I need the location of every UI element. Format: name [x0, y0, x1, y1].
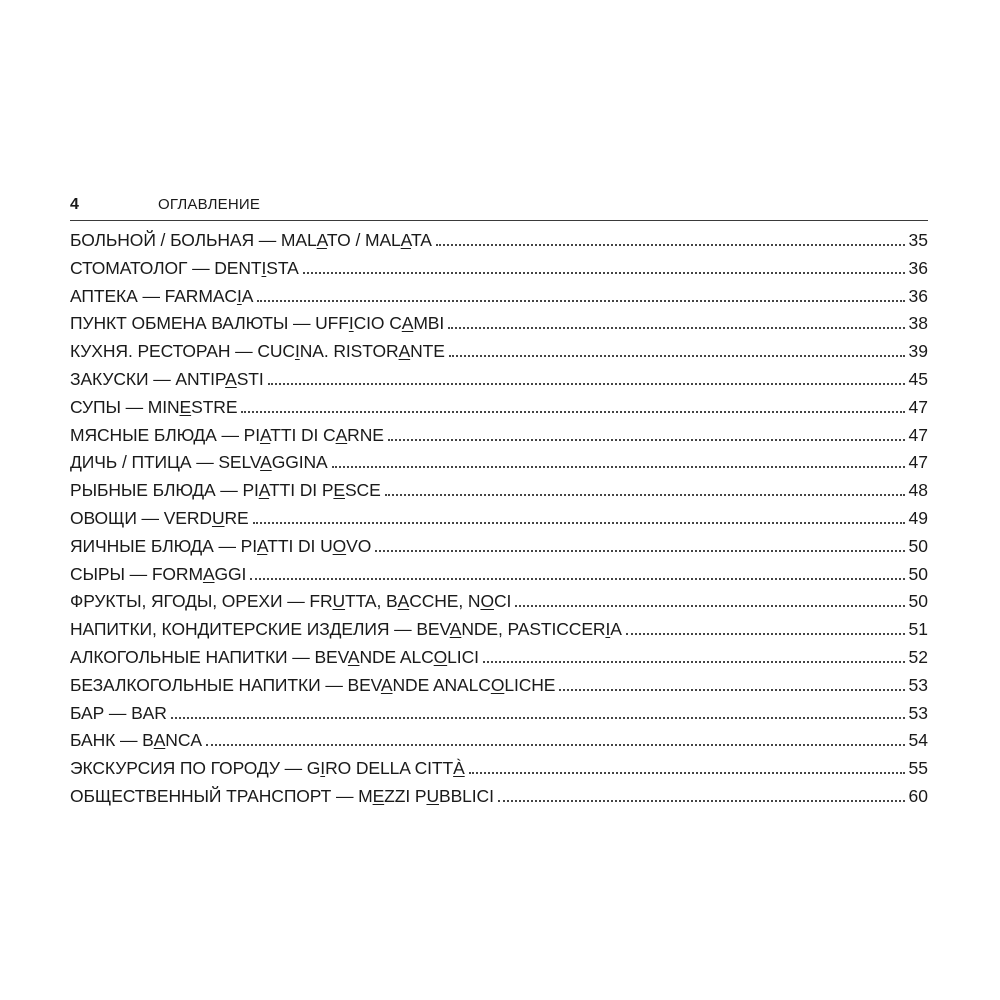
stress-mark: A [335, 424, 348, 445]
toc-entry [70, 536, 928, 564]
stress-mark: A [347, 646, 360, 667]
toc-entry-page: 36 [908, 257, 928, 278]
dot-leader [375, 550, 904, 552]
toc-entry-page: 35 [908, 230, 928, 250]
dot-leader [436, 244, 905, 246]
stress-mark: I [348, 313, 354, 334]
toc-entry-title: СТОМАТОЛОГ — DENTISTA [70, 257, 299, 278]
toc-entry-title: КУХНЯ. РЕСТОРАН — CUCINA. RISTORANTE [70, 341, 445, 362]
stress-mark: A [316, 230, 327, 250]
stress-mark: A [401, 313, 414, 334]
toc-entry [70, 313, 928, 341]
toc-entry [70, 730, 928, 758]
toc-entry-title: БЕЗАЛКОГОЛЬНЫЕ НАПИТКИ — BEVANDE ANALCOLICHE [70, 674, 556, 695]
toc-entry [70, 397, 928, 425]
book-page [70, 196, 928, 814]
dot-leader [449, 355, 905, 357]
stress-mark: A [258, 480, 270, 501]
stress-mark: A [259, 424, 271, 445]
toc-entry [70, 564, 928, 592]
dot-leader [241, 411, 904, 413]
stress-mark: U [332, 591, 346, 612]
dot-leader [483, 661, 905, 663]
toc-entry [70, 675, 928, 703]
toc-entry [70, 591, 928, 619]
toc-entry [70, 258, 928, 286]
toc-entry [70, 425, 928, 453]
dot-leader [498, 800, 905, 802]
dot-leader [385, 494, 905, 496]
toc-entry-page: 60 [908, 785, 928, 806]
dot-leader [257, 300, 904, 302]
page-number: 4 [70, 196, 79, 213]
toc-entry-page: 49 [908, 507, 928, 528]
stress-mark: A [398, 341, 411, 362]
toc-entry-title: БАР — BAR [70, 702, 167, 723]
dot-leader [388, 439, 905, 441]
toc-entry-page: 51 [908, 619, 928, 640]
toc-entry-title: ОБЩЕСТВЕННЫЙ ТРАНСПОРТ — MEZZI PUBBLICI [70, 785, 494, 806]
dot-leader [171, 717, 905, 719]
stress-mark: A [397, 591, 410, 612]
toc-entry [70, 230, 928, 258]
stress-mark: I [320, 758, 326, 779]
toc-entry-page: 53 [908, 674, 928, 695]
stress-mark: I [605, 619, 611, 640]
stress-mark: E [372, 785, 385, 806]
dot-leader [303, 272, 905, 274]
toc-entry-page: 38 [908, 313, 928, 334]
toc-entry-page: 47 [908, 452, 928, 473]
toc-entry-title: РЫБНЫЕ БЛЮДА — PIATTI DI PESCE [70, 480, 381, 501]
dot-leader [559, 689, 904, 691]
dot-leader [469, 772, 905, 774]
toc-entry-page: 47 [908, 396, 928, 417]
toc-entry-page: 55 [908, 758, 928, 779]
dot-leader [250, 578, 904, 580]
stress-mark: A [380, 674, 393, 695]
toc-entry [70, 369, 928, 397]
stress-mark: E [179, 396, 192, 417]
toc-entry-title: ЭКСКУРСИЯ ПО ГОРОДУ — GIRO DELLA CITTÀ [70, 758, 465, 779]
toc-entry [70, 619, 928, 647]
toc-entry-page: 53 [908, 702, 928, 723]
stress-mark: A [225, 368, 237, 389]
toc-entry [70, 647, 928, 675]
stress-mark: I [236, 285, 242, 306]
stress-mark: E [333, 480, 345, 501]
toc-entry [70, 452, 928, 480]
stress-mark: A [202, 563, 215, 584]
stress-mark: U [211, 507, 225, 528]
dot-leader [626, 633, 905, 635]
table-of-contents [70, 230, 928, 814]
toc-entry-page: 52 [908, 646, 928, 667]
stress-mark: À [453, 758, 465, 779]
toc-entry-title: СЫРЫ — FORMAGGI [70, 563, 247, 584]
toc-entry-title: АЛКОГОЛЬНЫЕ НАПИТКИ — BEVANDE ALCOLICI [70, 646, 479, 667]
stress-mark: A [260, 452, 272, 473]
toc-entry-title: МЯСНЫЕ БЛЮДА — PIATTI DI CARNE [70, 424, 384, 445]
stress-mark: I [261, 257, 267, 278]
toc-entry-page: 50 [908, 591, 928, 612]
toc-entry [70, 341, 928, 369]
stress-mark: O [433, 646, 448, 667]
toc-entry-title: БОЛЬНОЙ / БОЛЬНАЯ — MALATO / MALATA [70, 230, 432, 250]
dot-leader [448, 327, 904, 329]
toc-entry [70, 508, 928, 536]
toc-entry-page: 39 [908, 341, 928, 362]
section-title: ОГЛАВЛЕНИЕ [158, 196, 261, 213]
toc-entry-title: ДИЧЬ / ПТИЦА — SELVAGGINA [70, 452, 328, 473]
toc-entry-title: АПТЕКА — FARMACIA [70, 285, 254, 306]
dot-leader [332, 466, 905, 468]
stress-mark: O [490, 674, 505, 695]
toc-entry-title: ЯИЧНЫЕ БЛЮДА — PIATTI DI UOVO [70, 535, 372, 556]
toc-entry [70, 480, 928, 508]
toc-entry-title: ЗАКУСКИ — ANTIPASTI [70, 368, 264, 389]
toc-entry-title: ФРУКТЫ, ЯГОДЫ, ОРЕХИ — FRUTTA, BACCHE, NOCI [70, 591, 512, 612]
toc-entry-page: 54 [908, 730, 928, 751]
toc-entry-title: НАПИТКИ, КОНДИТЕРСКИЕ ИЗДЕЛИЯ — BEVANDE, PASTICCERIA [70, 619, 622, 640]
toc-entry-page: 47 [908, 424, 928, 445]
stress-mark: A [153, 730, 166, 751]
toc-entry-page: 50 [908, 563, 928, 584]
toc-entry [70, 703, 928, 731]
toc-entry-title: СУПЫ — MINESTRE [70, 396, 238, 417]
stress-mark: O [480, 591, 494, 612]
dot-leader [253, 522, 905, 524]
stress-mark: A [257, 535, 268, 556]
page-header [70, 196, 928, 221]
stress-mark: A [449, 619, 462, 640]
toc-entry-title: ОВОЩИ — VERDURE [70, 507, 249, 528]
toc-entry [70, 758, 928, 786]
dot-leader [268, 383, 905, 385]
toc-entry-title: ПУНКТ ОБМЕНА ВАЛЮТЫ — UFFICIO CAMBI [70, 313, 445, 334]
dot-leader [206, 744, 905, 746]
stress-mark: U [426, 785, 439, 806]
toc-entry [70, 286, 928, 314]
stress-mark: A [400, 230, 411, 250]
toc-entry-page: 36 [908, 285, 928, 306]
toc-entry-title: БАНК — BANCA [70, 730, 202, 751]
stress-mark: I [294, 341, 300, 362]
stress-mark: O [332, 535, 347, 556]
toc-entry-page: 45 [908, 368, 928, 389]
dot-leader [515, 605, 904, 607]
toc-entry [70, 786, 928, 814]
toc-entry-page: 48 [908, 480, 928, 501]
toc-entry-page: 50 [908, 535, 928, 556]
